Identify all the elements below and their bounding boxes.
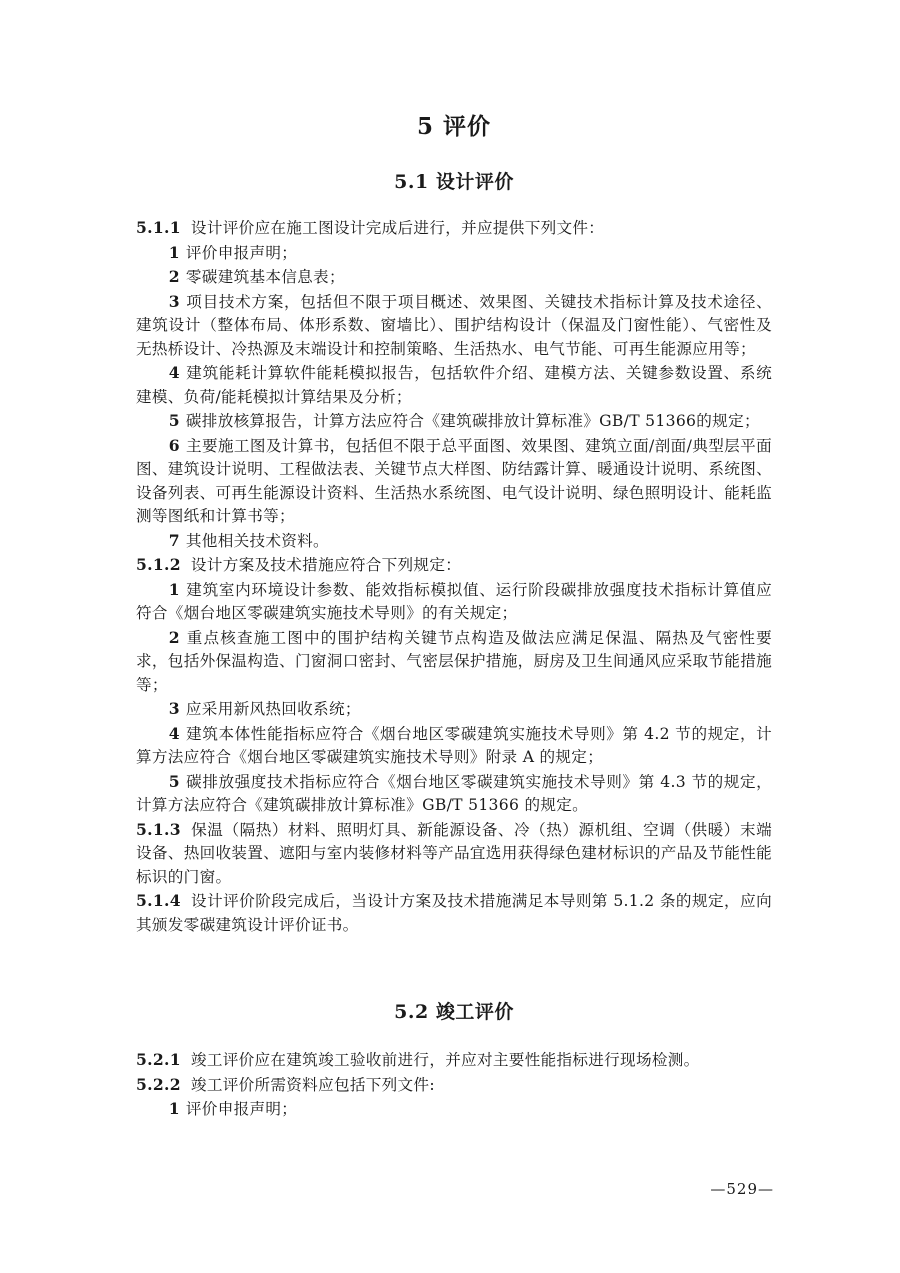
clause-number: 5.1.3 [136, 819, 181, 839]
list-item [136, 1097, 772, 1122]
clause-number: 5.1.2 [136, 555, 181, 574]
list-item [136, 361, 772, 409]
list-item [136, 290, 772, 362]
section-title-5-2: 5.2 竣工评价 [394, 1001, 514, 1023]
item-number: 4 [168, 723, 180, 743]
paragraph-text: 建筑能耗计算软件能耗模拟报告，包括软件介绍、建模方法、关键参数设置、系统建模、负荷/能耗模拟计算结果及分析； [136, 364, 772, 406]
clause-number: 5.1.1 [136, 218, 181, 237]
clause-number: 5.2.1 [136, 1050, 181, 1069]
clause-number: 5.2.2 [136, 1074, 181, 1094]
paragraph-text: 建筑本体性能指标应符合《烟台地区零碳建筑实施技术导则》第 4.2 节的规定，计算方法应符合《烟台地区零碳建筑实施技术导则》附录 A 的规定； [136, 724, 772, 766]
list-item [136, 626, 772, 698]
paragraph-text: 重点核查施工图中的围护结构关键节点构造及做法应满足保温、隔热及气密性要求，包括外保温构造、门窗洞口密封、气密层保护措施，厨房及卫生间通风应采取节能措施等； [136, 628, 772, 694]
clause-paragraph [136, 553, 772, 578]
paragraph-text: 设计评价阶段完成后，当设计方案及技术措施满足本导则第 5.1.2 条的规定，应向其颁发零碳建筑设计评价证书。 [136, 892, 772, 934]
clause-paragraph [136, 1048, 772, 1073]
item-number: 3 [168, 699, 180, 718]
clause-number: 5.1.4 [136, 891, 181, 910]
item-number: 1 [168, 579, 180, 599]
paragraph-text: 项目技术方案，包括但不限于项目概述、效果图、关键技术指标计算及技术途径、建筑设计（整体布局、体形系数、窗墙比）、围护结构设计（保温及门窗性能）、气密性及无热桥设计、冷热源及末端设计和控制策略、生活热水、电气节能、可再生能源应用等； [136, 292, 772, 358]
paragraph-text: 评价申报声明； [185, 243, 298, 262]
clause-paragraph [136, 889, 772, 937]
list-item [136, 770, 772, 818]
paragraph-text: 建筑室内环境设计参数、能效指标模拟值、运行阶段碳排放强度技术指标计算值应符合《烟台地区零碳建筑实施技术导则》的有关规定； [136, 580, 772, 622]
section-5-1-body [136, 216, 772, 937]
clause-paragraph [136, 1073, 772, 1098]
list-item [136, 265, 772, 290]
list-item [136, 529, 772, 554]
item-number: 7 [168, 530, 180, 550]
paragraph-text: 应采用新风热回收系统； [185, 700, 361, 718]
item-number: 2 [168, 267, 180, 286]
item-number: 4 [168, 363, 180, 382]
list-item [136, 241, 772, 266]
page-number: —529— [710, 1180, 774, 1198]
item-number: 5 [168, 411, 180, 430]
paragraph-text: 竣工评价所需资料应包括下列文件: [190, 1075, 435, 1094]
paragraph-text: 主要施工图及计算书，包括但不限于总平面图、效果图、建筑立面/剖面/典型层平面图、建筑设计说明、工程做法表、关键节点大样图、防结露计算、暖通设计说明、系统图、设备列表、可再生能源设计资料、生活热水系统图、电气设计说明、绿色照明设计、能耗监测等图纸和计算书等； [136, 436, 772, 525]
item-number: 1 [168, 1099, 180, 1118]
paragraph-text: 碳排放核算报告，计算方法应符合《建筑碳排放计算标准》GB/T 51366的规定； [185, 412, 760, 430]
paragraph-text: 其他相关技术资料。 [185, 531, 329, 550]
paragraph-text: 评价申报声明； [185, 1100, 298, 1118]
paragraph-text: 保温（隔热）材料、照明灯具、新能源设备、冷（热）源机组、空调（供暖）末端设备、热回收装置、遮阳与室内装修材料等产品宜选用获得绿色建材标识的产品及节能性能标识的门窗。 [136, 820, 772, 886]
item-number: 2 [168, 627, 180, 647]
item-number: 6 [168, 435, 180, 455]
item-number: 3 [168, 291, 180, 311]
list-item [136, 722, 772, 770]
paragraph-text: 碳排放强度技术指标应符合《烟台地区零碳建筑实施技术导则》第 4.3 节的规定，计算方法应符合《建筑碳排放计算标准》GB/T 51366 的规定。 [136, 772, 772, 814]
chapter-title: 5 评价 [416, 113, 491, 140]
paragraph-text: 设计评价应在施工图设计完成后进行，并应提供下列文件： [190, 219, 605, 237]
paragraph-text: 零碳建筑基本信息表； [185, 268, 345, 286]
paragraph-text: 设计方案及技术措施应符合下列规定： [190, 556, 462, 574]
section-title-5-1: 5.1 设计评价 [394, 171, 514, 193]
item-number: 5 [168, 771, 180, 791]
list-item [136, 697, 772, 722]
list-item [136, 578, 772, 626]
clause-paragraph [136, 818, 772, 890]
paragraph-text: 竣工评价应在建筑竣工验收前进行，并应对主要性能指标进行现场检测。 [190, 1051, 700, 1069]
clause-paragraph [136, 216, 772, 241]
section-5-2-body [136, 1048, 772, 1122]
item-number: 1 [168, 242, 180, 262]
list-item [136, 434, 772, 529]
list-item [136, 409, 772, 434]
